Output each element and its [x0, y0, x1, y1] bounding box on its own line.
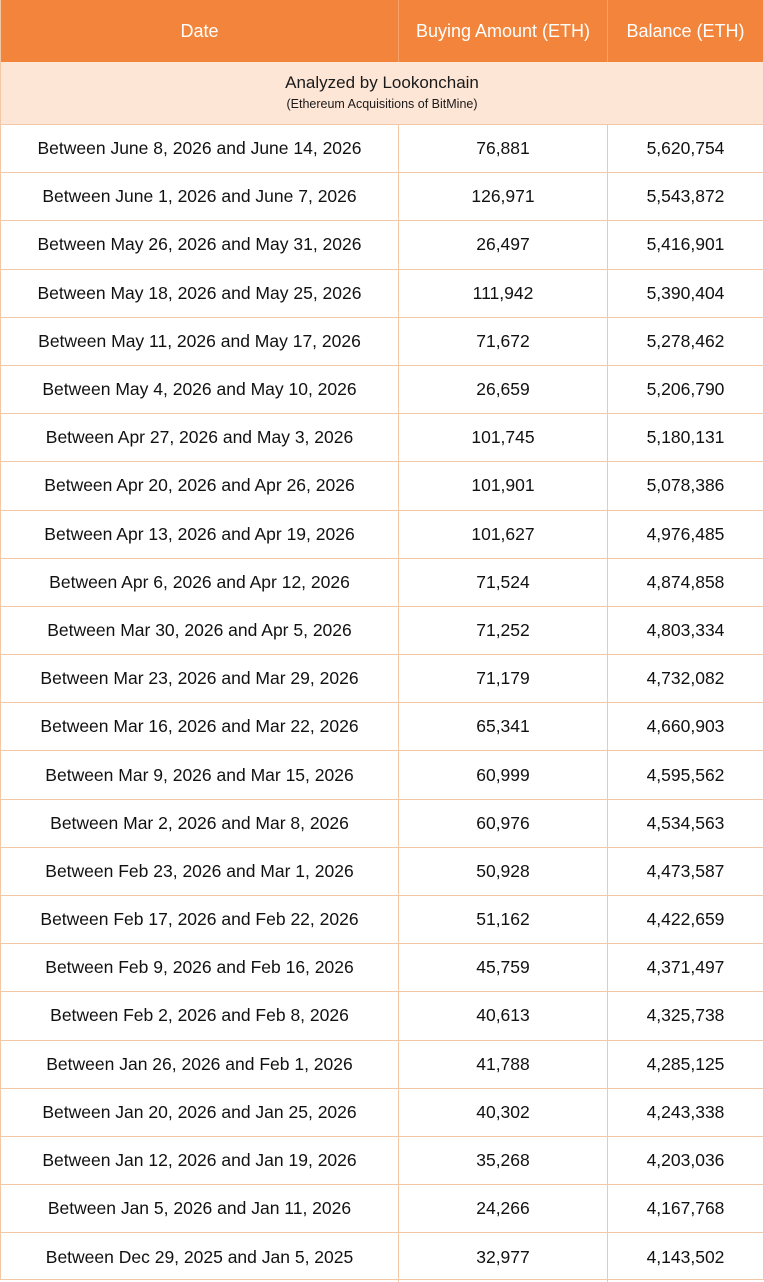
- buying-amount-cell: 24,266: [399, 1185, 608, 1232]
- balance-cell: 5,543,872: [646, 186, 725, 207]
- buying-amount-cell: 40,613: [399, 992, 608, 1039]
- balance-cell: 5,390,404: [646, 282, 725, 303]
- balance-cell: 4,285,125: [646, 1053, 725, 1074]
- date-cell: Between Jan 12, 2026 and Jan 19, 2026: [1, 1137, 399, 1184]
- table-row: [1, 559, 763, 607]
- table-header: [1, 0, 763, 62]
- buying-amount-cell: 101,627: [399, 511, 608, 558]
- balance-cell: 4,325,738: [646, 1005, 725, 1026]
- buying-amount-cell: 32,977: [399, 1233, 608, 1281]
- balance-cell: 5,620,754: [646, 138, 725, 159]
- date-cell: Between Feb 17, 2026 and Feb 22, 2026: [1, 896, 399, 943]
- balance-cell: 4,371,497: [646, 957, 725, 978]
- subheader-title: Analyzed by Lookonchain: [285, 73, 479, 92]
- table-row: [1, 992, 763, 1040]
- table-row: [1, 1089, 763, 1137]
- table-row: [1, 800, 763, 848]
- buying-amount-cell: 60,999: [399, 751, 608, 798]
- date-cell: Between Dec 29, 2025 and Jan 5, 2025: [1, 1233, 399, 1281]
- table-row: [1, 896, 763, 944]
- buying-amount-cell: 101,745: [399, 414, 608, 461]
- balance-cell: 5,416,901: [646, 234, 725, 255]
- balance-cell: 5,180,131: [646, 427, 725, 448]
- buying-amount-cell: 71,672: [399, 318, 608, 365]
- table-row: [1, 1233, 763, 1281]
- buying-amount-cell: 26,497: [399, 221, 608, 268]
- buying-amount-cell: 111,942: [399, 270, 608, 317]
- header-date: Date: [1, 0, 399, 62]
- table-body: [1, 125, 763, 1282]
- balance-cell: 4,976,485: [646, 523, 725, 544]
- date-cell: Between Jan 5, 2026 and Jan 11, 2026: [1, 1185, 399, 1232]
- table-row: [1, 655, 763, 703]
- balance-cell: 4,143,502: [646, 1246, 725, 1267]
- date-cell: Between June 8, 2026 and June 14, 2026: [1, 125, 399, 172]
- table-row: [1, 511, 763, 559]
- date-cell: Between Apr 20, 2026 and Apr 26, 2026: [1, 462, 399, 509]
- balance-cell: 4,660,903: [646, 716, 725, 737]
- table-row: [1, 318, 763, 366]
- table-row: [1, 1041, 763, 1089]
- date-cell: Between Mar 23, 2026 and Mar 29, 2026: [1, 655, 399, 702]
- table-row: [1, 366, 763, 414]
- table-row: [1, 173, 763, 221]
- balance-cell: 4,595,562: [646, 764, 725, 785]
- buying-amount-cell: 126,971: [399, 173, 608, 220]
- table-row: [1, 270, 763, 318]
- balance-cell: 4,203,036: [646, 1150, 725, 1171]
- balance-cell: 4,167,768: [646, 1198, 725, 1219]
- buying-amount-cell: 65,341: [399, 703, 608, 750]
- header-buying-amount: Buying Amount (ETH): [399, 0, 608, 62]
- date-cell: Between Jan 20, 2026 and Jan 25, 2026: [1, 1089, 399, 1136]
- date-cell: Between Mar 30, 2026 and Apr 5, 2026: [1, 607, 399, 654]
- table-row: [1, 125, 763, 173]
- table-row: [1, 944, 763, 992]
- balance-cell: 4,473,587: [646, 860, 725, 881]
- date-cell: Between June 1, 2026 and June 7, 2026: [1, 173, 399, 220]
- balance-cell: 4,803,334: [646, 619, 725, 640]
- table-row: [1, 848, 763, 896]
- buying-amount-cell: 71,252: [399, 607, 608, 654]
- buying-amount-cell: 45,759: [399, 944, 608, 991]
- date-cell: Between Apr 6, 2026 and Apr 12, 2026: [1, 559, 399, 606]
- table-row: [1, 462, 763, 510]
- subheader-note: (Ethereum Acquisitions of BitMine): [286, 97, 478, 111]
- table-row: [1, 607, 763, 655]
- date-cell: Between Feb 9, 2026 and Feb 16, 2026: [1, 944, 399, 991]
- balance-cell: 4,534,563: [646, 812, 725, 833]
- buying-amount-cell: 26,659: [399, 366, 608, 413]
- buying-amount-cell: 50,928: [399, 848, 608, 895]
- date-cell: Between May 26, 2026 and May 31, 2026: [1, 221, 399, 268]
- buying-amount-cell: 60,976: [399, 800, 608, 847]
- buying-amount-cell: 71,179: [399, 655, 608, 702]
- date-cell: Between Apr 13, 2026 and Apr 19, 2026: [1, 511, 399, 558]
- date-cell: Between Apr 27, 2026 and May 3, 2026: [1, 414, 399, 461]
- date-cell: Between May 18, 2026 and May 25, 2026: [1, 270, 399, 317]
- date-cell: Between Feb 23, 2026 and Mar 1, 2026: [1, 848, 399, 895]
- balance-cell: 4,243,338: [646, 1101, 725, 1122]
- table-row: [1, 751, 763, 799]
- balance-cell: 5,206,790: [646, 379, 725, 400]
- date-cell: Between May 11, 2026 and May 17, 2026: [1, 318, 399, 365]
- table-row: [1, 221, 763, 269]
- date-cell: Between Mar 16, 2026 and Mar 22, 2026: [1, 703, 399, 750]
- buying-amount-cell: 41,788: [399, 1041, 608, 1088]
- date-cell: Between Mar 2, 2026 and Mar 8, 2026: [1, 800, 399, 847]
- buying-amount-cell: 76,881: [399, 125, 608, 172]
- date-cell: Between Jan 26, 2026 and Feb 1, 2026: [1, 1041, 399, 1088]
- header-balance: Balance (ETH): [626, 20, 745, 41]
- balance-cell: 4,874,858: [646, 571, 725, 592]
- date-cell: Between May 4, 2026 and May 10, 2026: [1, 366, 399, 413]
- table-row: [1, 1137, 763, 1185]
- table-row: [1, 1185, 763, 1233]
- date-cell: Between Feb 2, 2026 and Feb 8, 2026: [1, 992, 399, 1039]
- buying-amount-cell: 40,302: [399, 1089, 608, 1136]
- balance-cell: 5,078,386: [646, 475, 725, 496]
- buying-amount-cell: 35,268: [399, 1137, 608, 1184]
- balance-cell: 5,278,462: [646, 330, 725, 351]
- date-cell: Between Mar 9, 2026 and Mar 15, 2026: [1, 751, 399, 798]
- balance-cell: 4,732,082: [646, 668, 725, 689]
- table-subheader: [1, 62, 763, 125]
- table-row: [1, 703, 763, 751]
- balance-cell: 4,422,659: [646, 909, 725, 930]
- table-row: [1, 414, 763, 462]
- buying-amount-cell: 71,524: [399, 559, 608, 606]
- buying-amount-cell: 101,901: [399, 462, 608, 509]
- buying-amount-cell: 51,162: [399, 896, 608, 943]
